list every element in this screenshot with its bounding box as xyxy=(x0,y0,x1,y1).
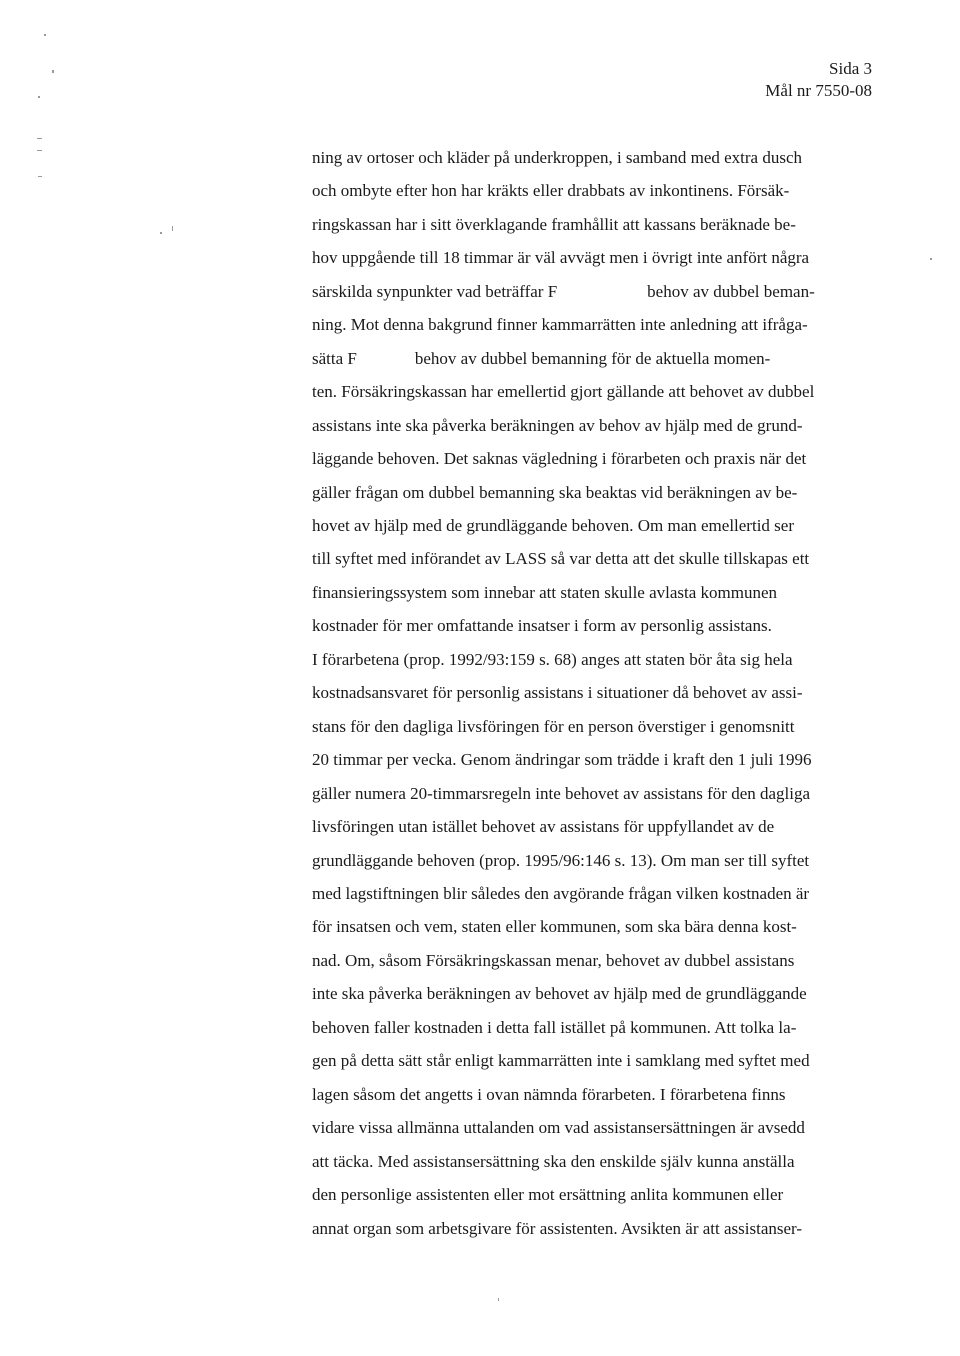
text-line: den personlige assistenten eller mot ersättning anlita kommunen eller xyxy=(312,1185,784,1205)
scan-speck xyxy=(52,70,54,73)
text-line: lagen såsom det angetts i ovan nämnda förarbeten. I förarbetena finns xyxy=(312,1084,786,1104)
text-line: grundläggande behoven (prop. 1995/96:146 s. 13). Om man ser till syftet xyxy=(312,850,810,870)
text-line: för insatsen och vem, staten eller kommunen, som ska bära denna kost- xyxy=(312,917,797,937)
text-line: hov uppgående till 18 timmar är väl avvägt men i övrigt inte anfört några xyxy=(312,248,810,268)
text-line: kostnadsansvaret för personlig assistans i situationer då behovet av assi- xyxy=(312,683,803,703)
text-line: gäller frågan om dubbel bemanning ska beaktas vid beräkningen av be- xyxy=(312,482,798,502)
text-fragment: behov av dubbel beman- xyxy=(647,281,815,301)
text-line: nad. Om, såsom Försäkringskassan menar, behovet av dubbel assistans xyxy=(312,950,795,970)
text-line: gen på detta sätt står enligt kammarrätten inte i samklang med syftet med xyxy=(312,1051,810,1071)
text-line: ten. Försäkringskassan har emellertid gjort gällande att behovet av dubbel xyxy=(312,382,815,402)
page-header xyxy=(765,58,872,102)
scan-speck xyxy=(930,258,932,260)
text-line-redacted xyxy=(312,275,882,308)
text-line: I förarbetena (prop. 1992/93:159 s. 68) anges att staten bör åta sig hela xyxy=(312,649,793,669)
text-line: stans för den dagliga livsföringen för en person överstiger i genomsnitt xyxy=(312,716,795,736)
text-line: assistans inte ska påverka beräkningen av behov av hjälp med de grund- xyxy=(312,415,803,435)
text-line: ringskassan har i sitt överklagande framhållit att kassans beräknade be- xyxy=(312,214,796,234)
scan-speck xyxy=(37,150,42,151)
text-line: behoven faller kostnaden i detta fall istället på kommunen. Att tolka la- xyxy=(312,1017,797,1037)
text-line: annat organ som arbetsgivare för assistenten. Avsikten är att assistanser- xyxy=(312,1218,803,1238)
text-fragment: sätta F xyxy=(312,348,357,368)
text-line: vidare vissa allmänna uttalanden om vad assistansersättningen är avsedd xyxy=(312,1118,805,1138)
scan-speck xyxy=(498,1298,499,1301)
scan-speck xyxy=(160,232,162,234)
scan-speck xyxy=(172,226,173,231)
text-line: hovet av hjälp med de grundläggande behoven. Om man emellertid ser xyxy=(312,515,794,535)
scan-speck xyxy=(44,34,46,36)
text-line: med lagstiftningen blir således den avgörande frågan vilken kostnaden är xyxy=(312,883,810,903)
scan-speck xyxy=(38,176,42,177)
scan-speck xyxy=(37,138,42,139)
body-text xyxy=(312,141,882,1245)
text-line: att täcka. Med assistansersättning ska den enskilde själv kunna anställa xyxy=(312,1151,795,1171)
text-line: ning av ortoser och kläder på underkroppen, i samband med extra dusch xyxy=(312,148,803,167)
text-line: ning. Mot denna bakgrund finner kammarrätten inte anledning att ifråga- xyxy=(312,315,808,335)
text-line: inte ska påverka beräkningen av behovet av hjälp med de grundläggande xyxy=(312,984,807,1004)
page-number: Sida 3 xyxy=(829,59,872,78)
text-line: till syftet med införandet av LASS så var detta att det skulle tillskapas ett xyxy=(312,549,810,569)
text-line: 20 timmar per vecka. Genom ändringar som trädde i kraft den 1 juli 1996 xyxy=(312,750,812,770)
case-number: Mål nr 7550-08 xyxy=(765,81,872,100)
text-fragment: behov av dubbel bemanning för de aktuella momen- xyxy=(414,348,771,368)
text-line: kostnader för mer omfattande insatser i form av personlig assistans. xyxy=(312,616,772,636)
text-line-redacted xyxy=(312,342,882,375)
scan-speck xyxy=(38,96,40,98)
text-line: läggande behoven. Det saknas vägledning i förarbeten och praxis när det xyxy=(312,449,807,469)
text-fragment: särskilda synpunkter vad beträffar F xyxy=(312,281,558,301)
text-line: och ombyte efter hon har kräkts eller drabbats av inkontinens. Försäk- xyxy=(312,181,790,201)
text-line: finansieringssystem som innebar att staten skulle avlasta kommunen xyxy=(312,582,778,602)
text-line: gäller numera 20-timmarsregeln inte behovet av assistans för den dagliga xyxy=(312,783,811,803)
text-line: livsföringen utan istället behovet av assistans för uppfyllandet av de xyxy=(312,817,775,837)
